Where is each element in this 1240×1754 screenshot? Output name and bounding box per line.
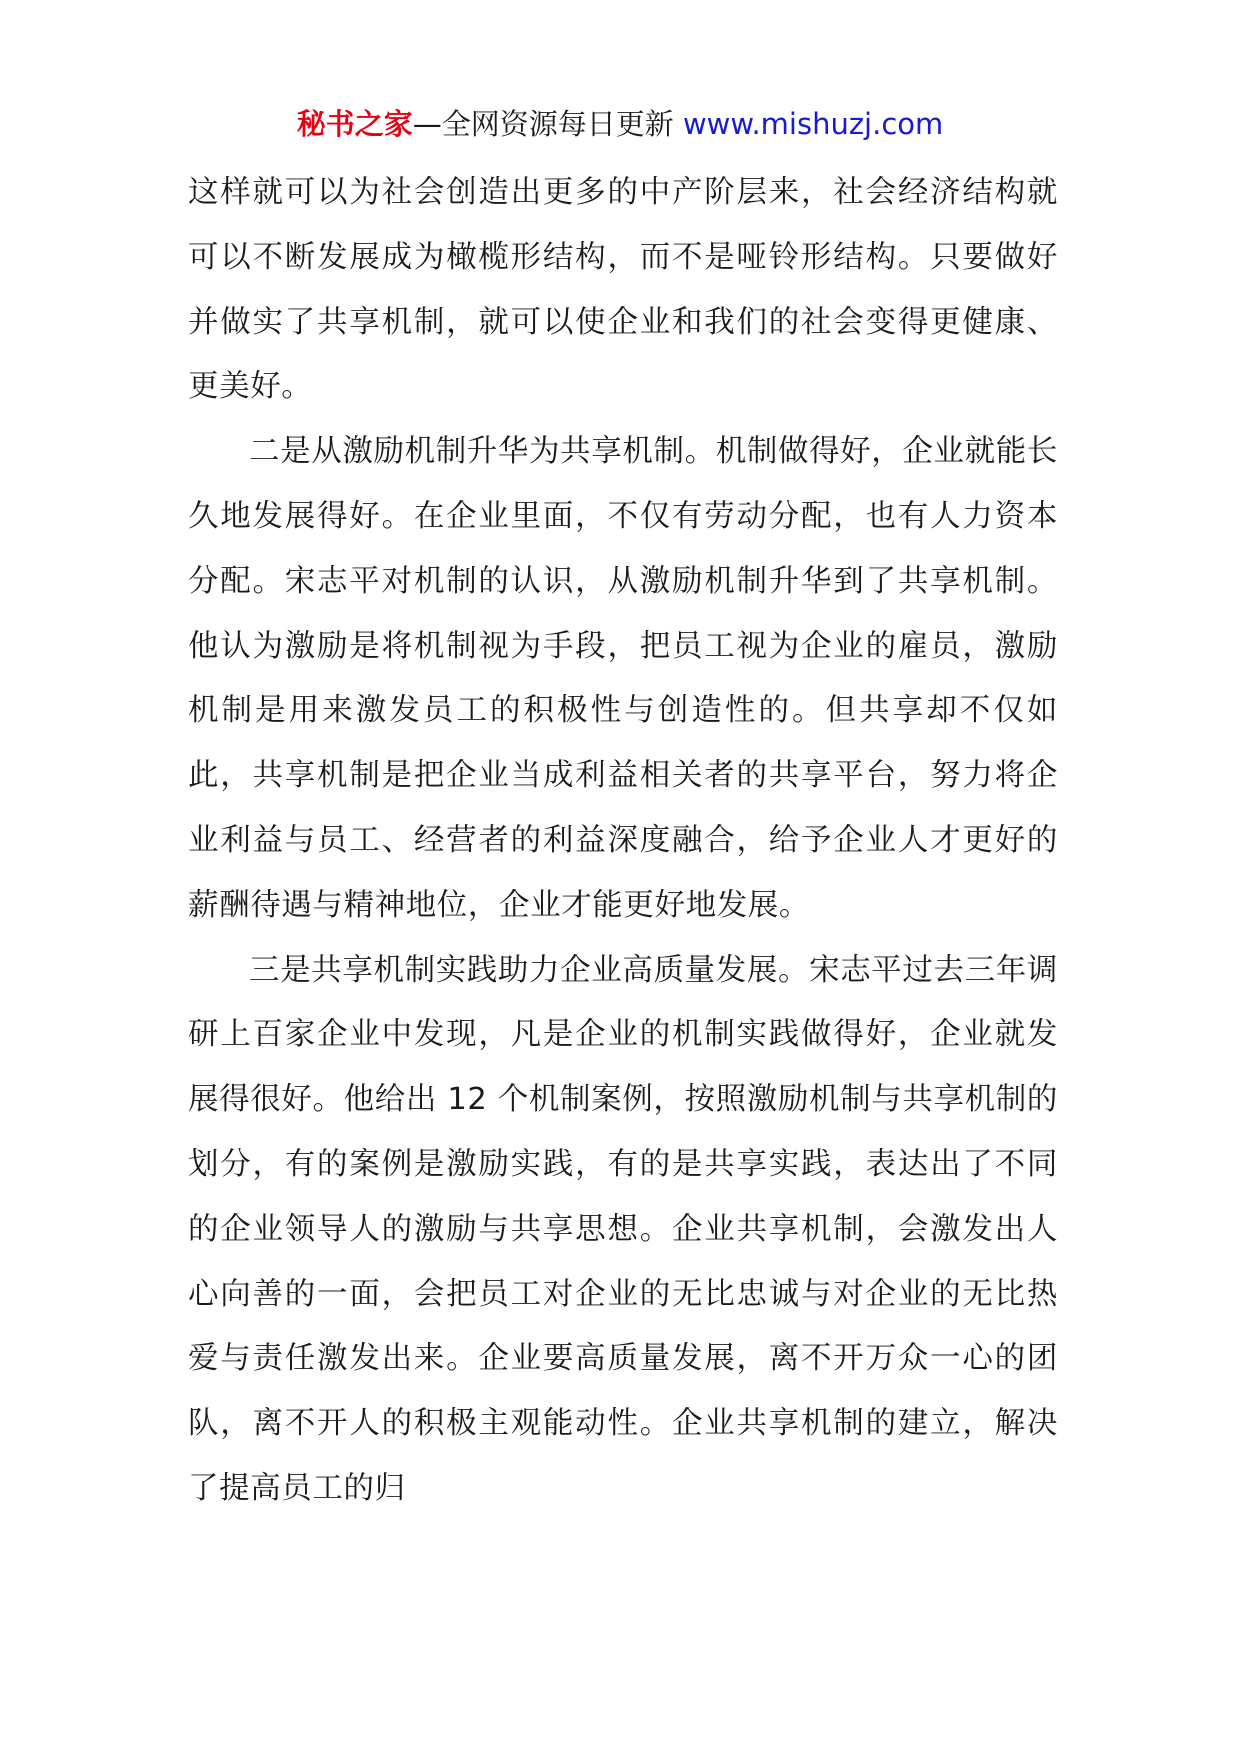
paragraph-2: 二是从激励机制升华为共享机制。机制做得好，企业就能长久地发展得好。在企业里面，不仅有劳动分配，也有人力资本分配。宋志平对机制的认识，从激励机制升华到了共享机制。他认为激励是将机制视为手段，把员工视为企业的雇员，激励机制是用来激发员工的积极性与创造性的。但共享却不仅如此，共享机制是把企业当成利益相关者的共享平台，努力将企业利益与员工、经营者的利益深度融合，给予企业人才更好的薪酬待遇与精神地位，企业才能更好地发展。: [188, 434, 1058, 923]
paragraph-1: 这样就可以为社会创造出更多的中产阶层来，社会经济结构就可以不断发展成为橄榄形结构，而不是哑铃形结构。只要做好并做实了共享机制，就可以使企业和我们的社会变得更健康、更美好。: [188, 175, 1058, 405]
site-url-link[interactable]: www.mishuzj.com: [682, 107, 944, 141]
paragraph-3: 三是共享机制实践助力企业高质量发展。宋志平过去三年调研上百家企业中发现，凡是企业的机制实践做得好，企业就发展得很好。他给出 12 个机制案例，按照激励机制与共享机制的划分，有的案例是激励实践，有的是共享实践，表达出了不同的企业领导人的激励与共享思想。企业共享机制，会激发出人心向善的一面，会把员工对企业的无比忠诚与对企业的无比热爱与责任激发出来。企业要高质量发展，离不开万众一心的团队，离不开人的积极主观能动性。企业共享机制的建立，解决了提高员工的归: [188, 952, 1058, 1506]
site-brand: 秘书之家: [296, 107, 413, 141]
document-body: [188, 161, 1058, 1522]
site-tagline: —全网资源每日更新: [412, 107, 683, 141]
page-header: [0, 100, 1240, 148]
